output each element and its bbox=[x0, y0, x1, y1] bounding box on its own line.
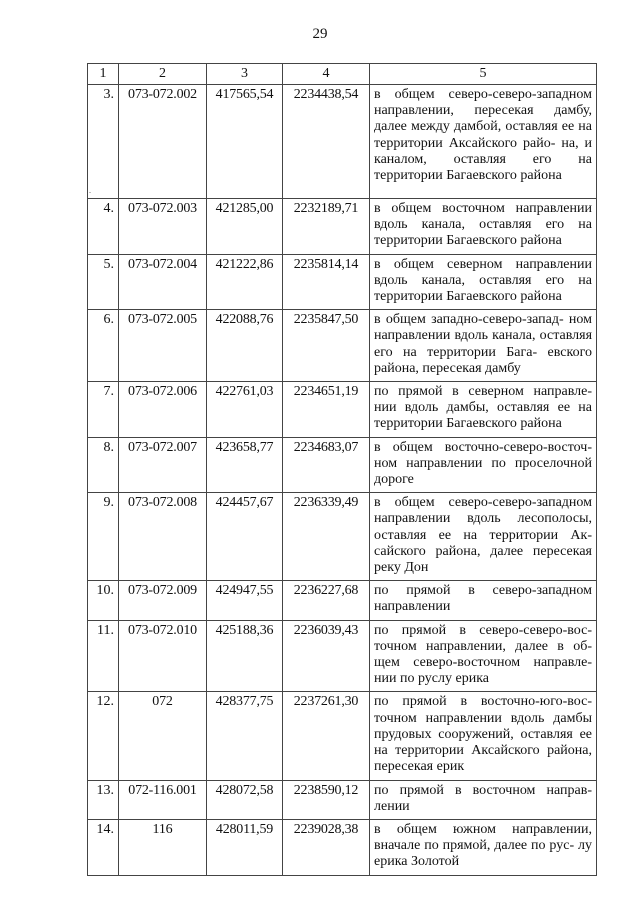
description-line: на территории Аксайского райо- bbox=[374, 119, 593, 151]
description-line: вдоль канала, оставляя его на bbox=[374, 217, 592, 233]
description-line: оставляя ее на территории Ак- bbox=[374, 527, 592, 543]
description-line: в общем северо-северо-западном bbox=[374, 495, 592, 511]
row-number: 13. bbox=[88, 780, 119, 819]
table-row bbox=[88, 254, 597, 310]
boundary-description bbox=[370, 780, 597, 819]
coordinate-x: 428011,59 bbox=[207, 819, 283, 875]
description-line: по прямой в восточном направ- bbox=[374, 782, 592, 798]
column-header-1: 1 bbox=[88, 64, 119, 85]
coordinate-y: 2232189,71 bbox=[283, 199, 370, 255]
coordinate-x: 423658,77 bbox=[207, 437, 283, 493]
coordinate-y: 2236039,43 bbox=[283, 620, 370, 692]
coordinate-y: 2234651,19 bbox=[283, 382, 370, 438]
description-line: далее между дамбой, оставляя ее bbox=[374, 119, 575, 135]
point-code: 073-072.004 bbox=[119, 254, 207, 310]
description-line: точном направлении, далее в об- bbox=[374, 638, 592, 654]
table-row bbox=[88, 493, 597, 581]
row-number: 3. bbox=[88, 85, 119, 199]
description-line: территории Багаевского района bbox=[374, 233, 562, 249]
description-line: направлении, пересекая дамбу, bbox=[374, 103, 592, 119]
description-line: на, и каналом, оставляя его на bbox=[374, 135, 593, 167]
description-line: нии по руслу ерика bbox=[374, 671, 489, 687]
coordinate-x: 421285,00 bbox=[207, 199, 283, 255]
column-header-3: 3 bbox=[207, 64, 283, 85]
boundary-description bbox=[370, 310, 597, 382]
column-header-2: 2 bbox=[119, 64, 207, 85]
page-number: 29 bbox=[312, 26, 328, 42]
coordinate-x: 428377,75 bbox=[207, 692, 283, 780]
description-line: территории Багаевского района bbox=[374, 168, 562, 184]
description-line: щем северо-восточном направле- bbox=[374, 655, 592, 671]
coordinate-x: 425188,36 bbox=[207, 620, 283, 692]
description-line: в общем восточном направлении bbox=[374, 201, 592, 216]
row-number: 12. bbox=[88, 692, 119, 780]
description-line: ее на территории Аксайского bbox=[374, 726, 592, 759]
description-line: лу ерика Золотой bbox=[374, 838, 592, 870]
table-row bbox=[88, 382, 597, 438]
column-header-4: 4 bbox=[283, 64, 370, 85]
coordinate-x: 424457,67 bbox=[207, 493, 283, 581]
coordinate-y: 2239028,38 bbox=[283, 819, 370, 875]
coordinate-x: 421222,86 bbox=[207, 254, 283, 310]
description-line: дороге bbox=[374, 472, 414, 488]
point-code: 116 bbox=[119, 819, 207, 875]
boundary-description bbox=[370, 85, 597, 199]
row-number: 10. bbox=[88, 581, 119, 620]
description-line: по прямой в северо-северо-вос- bbox=[374, 622, 592, 638]
description-line: прудовых сооружений, оставляя bbox=[374, 726, 573, 742]
description-line: территории Багаевского района bbox=[374, 289, 562, 305]
row-number: 6. bbox=[88, 310, 119, 382]
table-row bbox=[88, 692, 597, 780]
coordinate-y: 2235847,50 bbox=[283, 310, 370, 382]
table-body bbox=[88, 64, 597, 876]
table-row bbox=[88, 780, 597, 819]
point-code: 072 bbox=[119, 692, 207, 780]
table-row bbox=[88, 819, 597, 875]
description-line: ном направлении по проселочной bbox=[374, 455, 592, 471]
description-line: в общем южном направлении, bbox=[374, 821, 592, 837]
boundary-description bbox=[370, 819, 597, 875]
row-number: 5. bbox=[88, 254, 119, 310]
table-row bbox=[88, 437, 597, 493]
boundary-description bbox=[370, 382, 597, 438]
point-code: 073-072.003 bbox=[119, 199, 207, 255]
description-line: реку Дон bbox=[374, 560, 429, 576]
boundary-description bbox=[370, 692, 597, 780]
row-number: 4. bbox=[88, 199, 119, 255]
column-header-5: 5 bbox=[370, 64, 597, 85]
description-line: в общем восточно-северо-восточ- bbox=[374, 439, 592, 455]
description-line: направлении вдоль лесополосы, bbox=[374, 511, 592, 527]
coordinate-y: 2234438,54 bbox=[283, 85, 370, 199]
row-number: 11. bbox=[88, 620, 119, 692]
point-code: 073-072.002 bbox=[119, 85, 207, 199]
coordinate-x: 424947,55 bbox=[207, 581, 283, 620]
description-line: в общем западно-северо-запад- bbox=[374, 312, 564, 328]
point-code: 073-072.006 bbox=[119, 382, 207, 438]
boundary-description bbox=[370, 437, 597, 493]
row-number: 7. bbox=[88, 382, 119, 438]
description-line: в общем северо-северо-западном bbox=[374, 87, 592, 102]
table-row bbox=[88, 199, 597, 255]
description-line: по прямой в восточно-юго-вос- bbox=[374, 694, 592, 710]
description-line: направлении bbox=[374, 599, 451, 615]
row-number: 8. bbox=[88, 437, 119, 493]
table-row bbox=[88, 620, 597, 692]
boundary-description bbox=[370, 199, 597, 255]
description-line: сайского района, далее пересекая bbox=[374, 543, 592, 559]
table-row bbox=[88, 310, 597, 382]
coordinate-y: 2238590,12 bbox=[283, 780, 370, 819]
row-number: 14. bbox=[88, 819, 119, 875]
description-line: по прямой в северном направле- bbox=[374, 384, 592, 400]
coordinate-x: 428072,58 bbox=[207, 780, 283, 819]
point-code: 073-072.009 bbox=[119, 581, 207, 620]
coordinate-x: 417565,54 bbox=[207, 85, 283, 199]
coordinate-x: 422088,76 bbox=[207, 310, 283, 382]
boundary-description bbox=[370, 254, 597, 310]
description-line: территории Багаевского района bbox=[374, 416, 562, 432]
coordinate-y: 2236227,68 bbox=[283, 581, 370, 620]
description-line: по прямой в северо-западном bbox=[374, 583, 592, 599]
description-line: нии вдоль дамбы, оставляя ее на bbox=[374, 400, 592, 416]
coordinate-y: 2236339,49 bbox=[283, 493, 370, 581]
coordinate-x: 422761,03 bbox=[207, 382, 283, 438]
coordinate-y: 2234683,07 bbox=[283, 437, 370, 493]
point-code: 073-072.007 bbox=[119, 437, 207, 493]
description-line: вдоль канала, оставляя его на bbox=[374, 272, 592, 288]
boundary-description bbox=[370, 620, 597, 692]
description-line: в общем северном направлении bbox=[374, 256, 592, 272]
description-line: оставляя его на территории Бага- bbox=[374, 328, 593, 360]
coordinate-y: 2235814,14 bbox=[283, 254, 370, 310]
table-row bbox=[88, 581, 597, 620]
boundary-description bbox=[370, 581, 597, 620]
header-row bbox=[88, 64, 597, 85]
description-line: евского района, пересекая дамбу bbox=[374, 344, 592, 376]
boundary-description bbox=[370, 493, 597, 581]
description-line: района, пересекая ерик bbox=[374, 743, 592, 775]
margin-mark: . bbox=[89, 186, 91, 195]
boundary-description-table bbox=[87, 63, 597, 876]
coordinate-y: 2237261,30 bbox=[283, 692, 370, 780]
table-row bbox=[88, 85, 597, 199]
description-line: ном направлении вдоль канала, bbox=[374, 312, 593, 344]
point-code: 072-116.001 bbox=[119, 780, 207, 819]
point-code: 073-072.005 bbox=[119, 310, 207, 382]
description-line: вначале по прямой, далее по рус- bbox=[374, 838, 575, 854]
point-code: 073-072.008 bbox=[119, 493, 207, 581]
description-line: точном направлении вдоль дамбы bbox=[374, 710, 592, 726]
description-line: лении bbox=[374, 798, 410, 814]
row-number: 9. bbox=[88, 493, 119, 581]
point-code: 073-072.010 bbox=[119, 620, 207, 692]
